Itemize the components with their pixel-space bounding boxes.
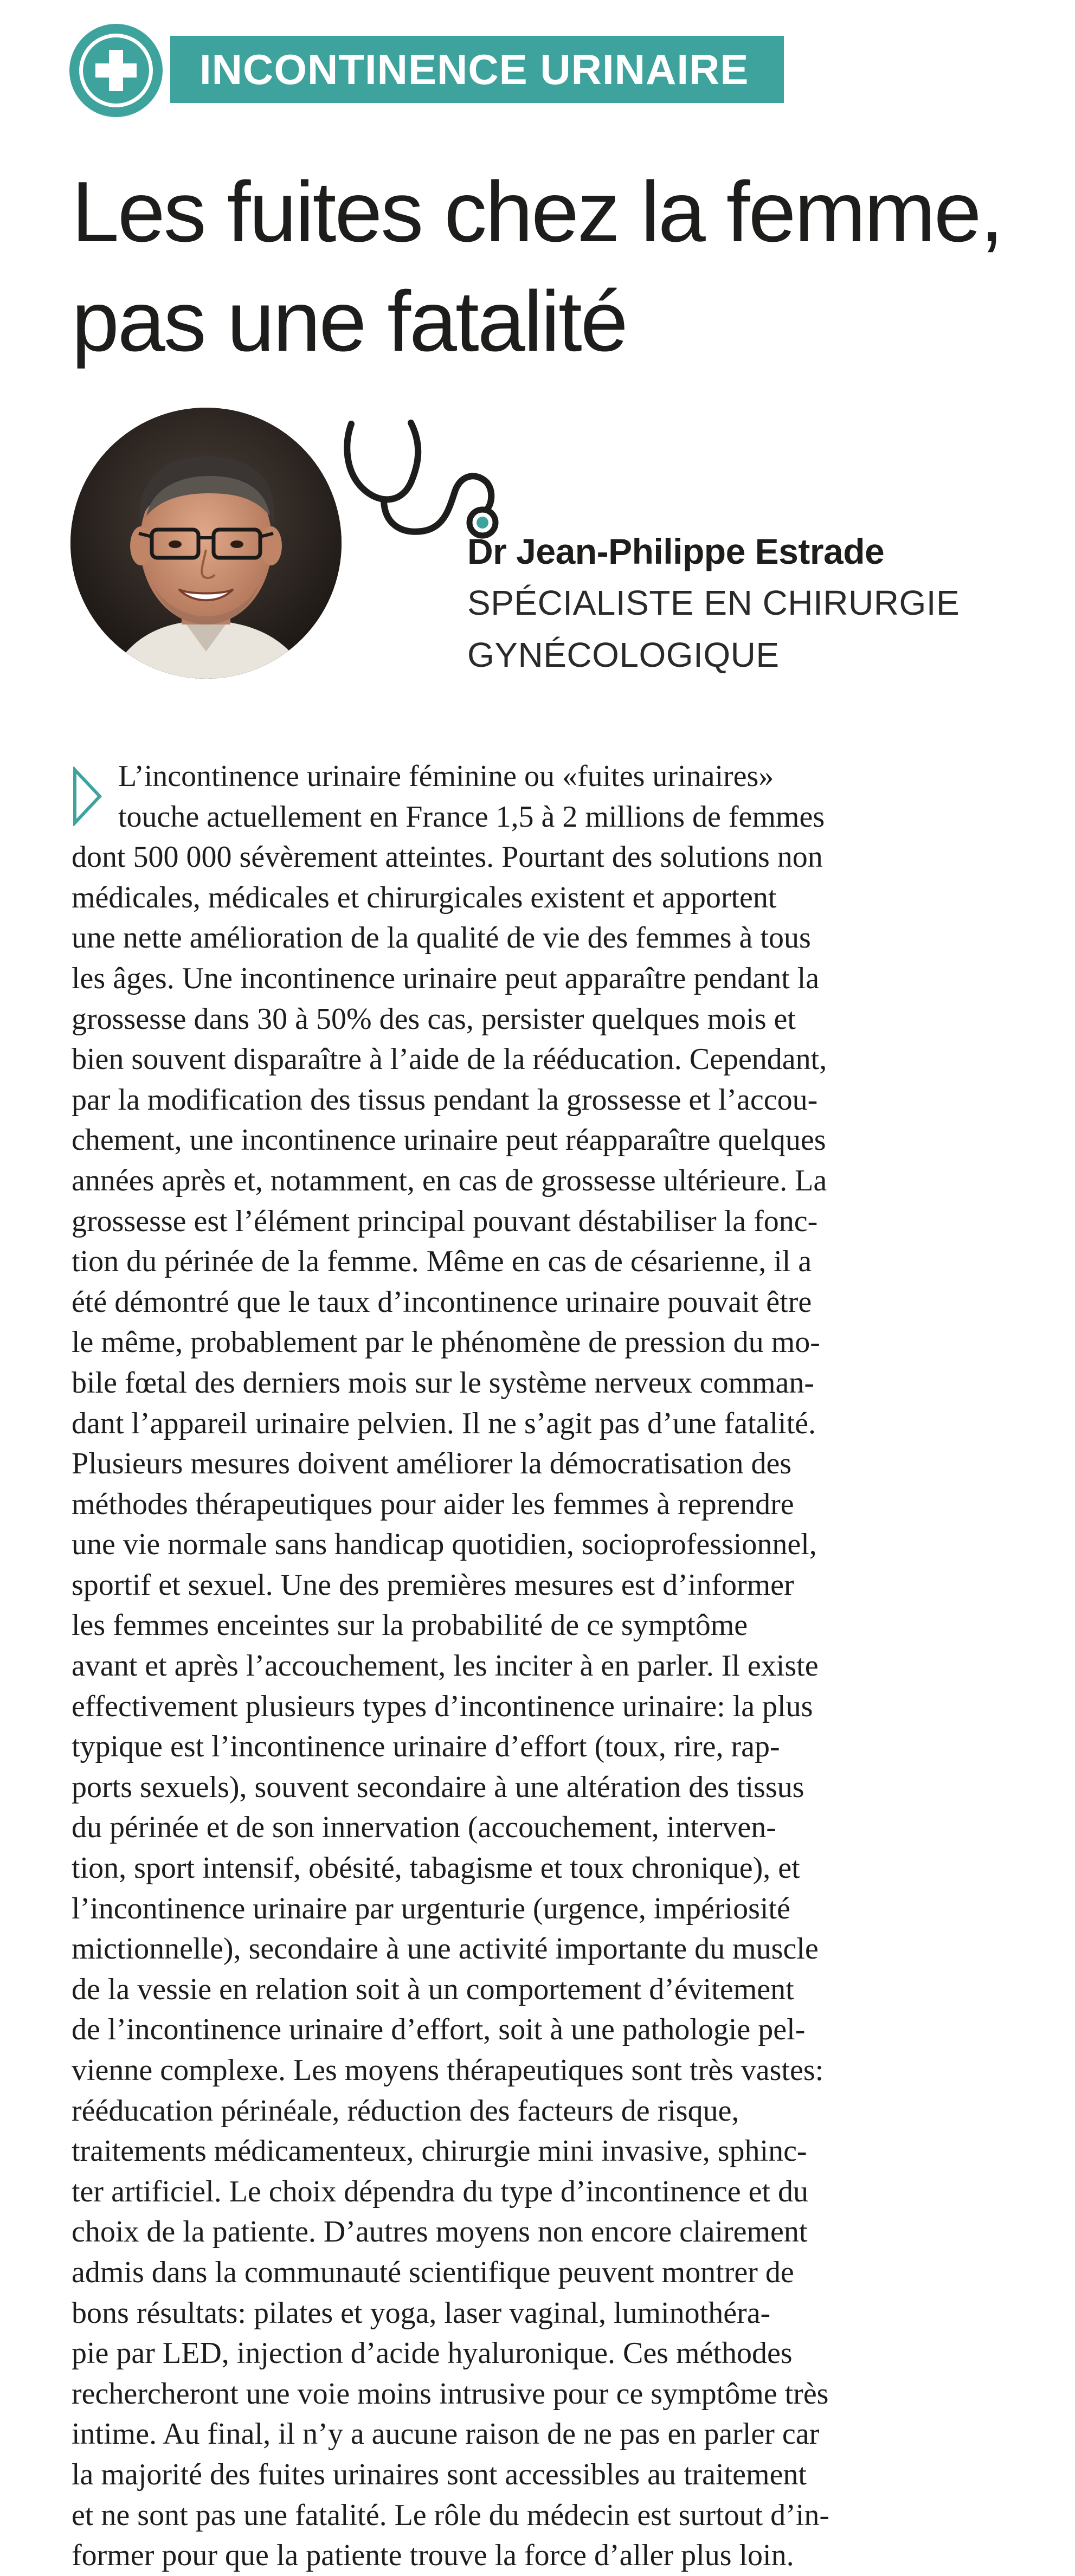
article-line: choix de la patiente. D’autres moyens non encore clairement — [72, 2215, 808, 2249]
article-line: admis dans la communauté scientifique peuvent montrer de — [72, 2255, 794, 2289]
article-line: bien souvent disparaître à l’aide de la rééducation. Cependant, — [72, 1042, 827, 1077]
article-line: les femmes enceintes sur la probabilité de ce symptôme — [72, 1608, 748, 1643]
article-line: intime. Au final, il n’y a aucune raison de ne pas en parler car — [72, 2417, 820, 2451]
headline-line-2: pas une fatalité — [72, 274, 627, 369]
article-line: grossesse est l’élément principal pouvant déstabiliser la fonc- — [72, 1204, 818, 1238]
article-line: vienne complexe. Les moyens thérapeutiques sont très vastes: — [72, 2053, 824, 2087]
article-line: les âges. Une incontinence urinaire peut apparaître pendant la — [72, 961, 820, 995]
author-name: Dr Jean-Philippe Estrade — [467, 531, 885, 571]
article-line: une nette amélioration de la qualité de vie des femmes à tous — [72, 921, 811, 955]
article-headline — [72, 157, 1020, 376]
article-line: le même, probablement par le phénomène de pression du mo- — [72, 1325, 820, 1360]
article-line: chement, une incontinence urinaire peut réapparaître quelques — [72, 1123, 826, 1157]
article-line: sportif et sexuel. Une des premières mesures est d’informer — [72, 1568, 794, 1602]
article-line: tion, sport intensif, obésité, tabagisme et toux chronique), et — [72, 1851, 800, 1885]
article-line: L’incontinence urinaire féminine ou «fuites urinaires» — [118, 759, 774, 793]
article-line: de la vessie en relation soit à un comportement d’évitement — [72, 1972, 794, 2006]
article-line: bons résultats: pilates et yoga, laser vaginal, luminothéra- — [72, 2296, 771, 2330]
article-line: grossesse dans 30 à 50% des cas, persister quelques mois et — [72, 1002, 796, 1036]
article-line: rechercheront une voie moins intrusive pour ce symptôme très — [72, 2377, 829, 2411]
article-line: dant l’appareil urinaire pelvien. Il ne s’agit pas d’une fatalité. — [72, 1406, 816, 1440]
article-line: dont 500 000 sévèrement atteintes. Pourtant des solutions non — [72, 840, 823, 874]
article-line: rééducation périnéale, réduction des facteurs de risque, — [72, 2094, 739, 2128]
article-line: bile fœtal des derniers mois sur le système nerveux comman- — [72, 1366, 815, 1400]
author-role-line-2: GYNÉCOLOGIQUE — [467, 635, 780, 674]
article-line: du périnée et de son innervation (accouchement, interven- — [72, 1811, 776, 1845]
category-banner — [170, 36, 784, 103]
category-badge — [69, 23, 784, 118]
article-line: et ne sont pas une fatalité. Le rôle du médecin est surtout d’in- — [72, 2498, 830, 2532]
article-line: de l’incontinence urinaire d’effort, soit à une pathologie pel- — [72, 2013, 806, 2047]
article-line: ports sexuels), souvent secondaire à une altération des tissus — [72, 1770, 804, 1804]
author-portrait — [70, 408, 342, 679]
article-line: ter artificiel. Le choix dépendra du type d’incontinence et du — [72, 2174, 808, 2208]
article-line: tion du périnée de la femme. Même en cas de césarienne, il a — [72, 1245, 812, 1279]
article-line: avant et après l’accouchement, les inciter à en parler. Il existe — [72, 1649, 819, 1683]
article-line: médicales, médicales et chirurgicales existent et apportent — [72, 880, 777, 915]
article-line: former pour que la patiente trouve la force d’aller plus loin. — [72, 2539, 794, 2573]
author-role — [467, 577, 960, 681]
author-info — [467, 529, 960, 681]
article-line: années après et, notamment, en cas de grossesse ultérieure. La — [72, 1163, 827, 1197]
article-line: la majorité des fuites urinaires sont accessibles au traitement — [72, 2457, 807, 2491]
article-line: par la modification des tissus pendant la grossesse et l’accou- — [72, 1083, 818, 1117]
author-role-line-1: SPÉCIALISTE EN CHIRURGIE — [467, 583, 960, 622]
article-line: typique est l’incontinence urinaire d’effort (toux, rire, rap- — [72, 1730, 780, 1764]
article-line: pie par LED, injection d’acide hyaluronique. Ces méthodes — [72, 2336, 793, 2371]
article-line: mictionnelle), secondaire à une activité importante du muscle — [72, 1932, 819, 1966]
article-line: Plusieurs mesures doivent améliorer la démocratisation des — [72, 1447, 792, 1481]
article-line: traitements médicamenteux, chirurgie mini invasive, sphinc- — [72, 2134, 807, 2168]
article-line: effectivement plusieurs types d’incontinence urinaire: la plus — [72, 1689, 813, 1723]
article-line: été démontré que le taux d’incontinence urinaire pouvait être — [72, 1285, 812, 1319]
article-line: touche actuellement en France 1,5 à 2 millions de femmes — [118, 800, 825, 834]
article-line: méthodes thérapeutiques pour aider les femmes à reprendre — [72, 1487, 794, 1521]
article-line: l’incontinence urinaire par urgenturie (urgence, impériosité — [72, 1891, 790, 1925]
category-label: INCONTINENCE URINAIRE — [199, 46, 749, 93]
headline-line-1: Les fuites chez la femme, — [72, 164, 1002, 260]
article-body — [72, 756, 1004, 2576]
article-line: une vie normale sans handicap quotidien, socioprofessionnel, — [72, 1528, 817, 1562]
plus-icon — [69, 24, 163, 117]
